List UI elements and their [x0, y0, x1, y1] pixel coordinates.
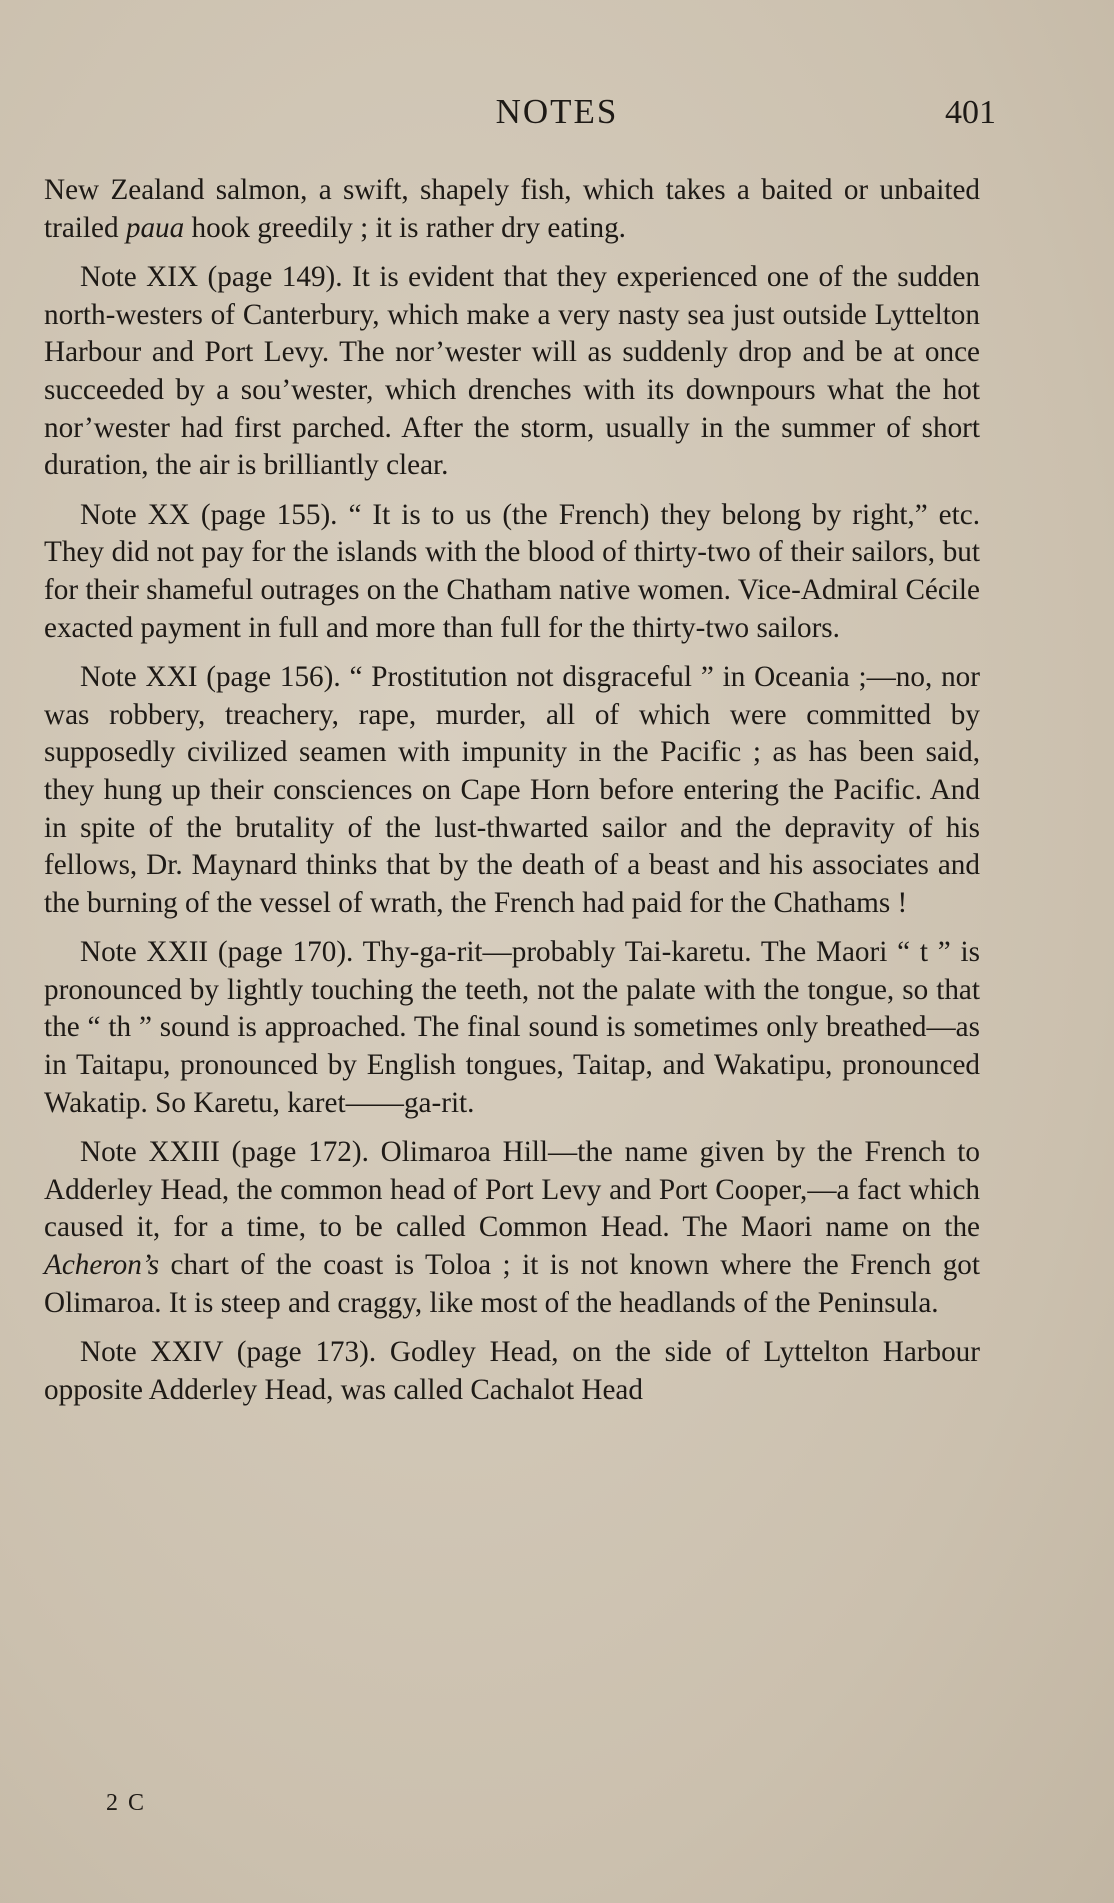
text-run: Note XXI (page 156). “ Prostitution not disgraceful ” in Oceania ;—no, nor was robbery, treachery, rape, murder, all of which were committed by supposedly civilized seamen with impunity in the Pacific ; as has been said, they hung up their consciences on Cape Horn before entering the Pacific. And in spite of the brutality of the lust-thwarted sailor and the depravity of his fellows, Dr. Maynard thinks that by the death of a beast and his associates and the burning of the vessel of wrath, the French had paid for the Chathams ! — [44, 661, 980, 919]
paragraph-note-xxiv — [44, 1334, 980, 1409]
text-run: Note XXII (page 170). Thy-ga-rit—probably Tai-karetu. The Maori “ t ” is pronounced by lightly touching the teeth, not the palate with the tongue, so that the “ th ” sound is approached. The final sound is sometimes only breathed—as in Taitapu, pronounced by English tongues, Taitap, and Wakatipu, pronounced Wakatip. So Karetu, karet——ga-rit. — [44, 936, 980, 1119]
paragraph-note-xix — [44, 259, 980, 485]
italic-term: paua — [125, 211, 185, 244]
italic-term: Acheron’s — [44, 1249, 160, 1282]
running-head: NOTES — [495, 92, 619, 131]
text-run: hook greedily ; it is rather dry eating. — [184, 211, 626, 244]
paragraph-note-xx — [44, 497, 980, 647]
paragraph-continuation — [44, 172, 980, 247]
signature-mark: 2 C — [106, 1790, 147, 1816]
page-number: 401 — [945, 94, 996, 131]
text-run: Note XIX (page 149). It is evident that they experienced one of the sudden north-westers of Canterbury, which make a very nasty sea just outside Lyttelton Harbour and Port Levy. The nor’wester will as suddenly drop and be at once succeeded by a sou’wester, which drenches with its downpours what the hot nor’wester had first parched. After the storm, usually in the summer of short duration, the air is brilliantly clear. — [44, 261, 980, 482]
text-run: Note XXIV (page 173). Godley Head, on the side of Lyttelton Harbour opposite Adderley Head, was called Cachalot Head — [44, 1336, 980, 1406]
paragraph-note-xxiii — [44, 1134, 980, 1322]
notes-body — [44, 172, 980, 1421]
text-run: New Zealand salmon, a swift, shapely fish, which takes a baited or unbaited trailed — [44, 174, 980, 244]
page-header — [0, 92, 1114, 142]
text-run: Note XXIII (page 172). Olimaroa Hill—the name given by the French to Adderley Head, the common head of Port Levy and Port Cooper,—a fact which caused it, for a time, to be called Common Head. The Maori name on the — [44, 1136, 980, 1244]
text-run: chart of the coast is Toloa ; it is not known where the French got Olimaroa. It is steep and craggy, like most of the headlands of the Peninsula. — [44, 1249, 980, 1319]
paragraph-note-xxi — [44, 659, 980, 922]
text-run: Note XX (page 155). “ It is to us (the French) they belong by right,” etc. They did not pay for the islands with the blood of thirty-two of their sailors, but for their shameful outrages on the Chatham native women. Vice-Admiral Cécile exacted payment in full and more than full for the thirty-two sailors. — [44, 498, 980, 644]
paragraph-note-xxii — [44, 934, 980, 1122]
